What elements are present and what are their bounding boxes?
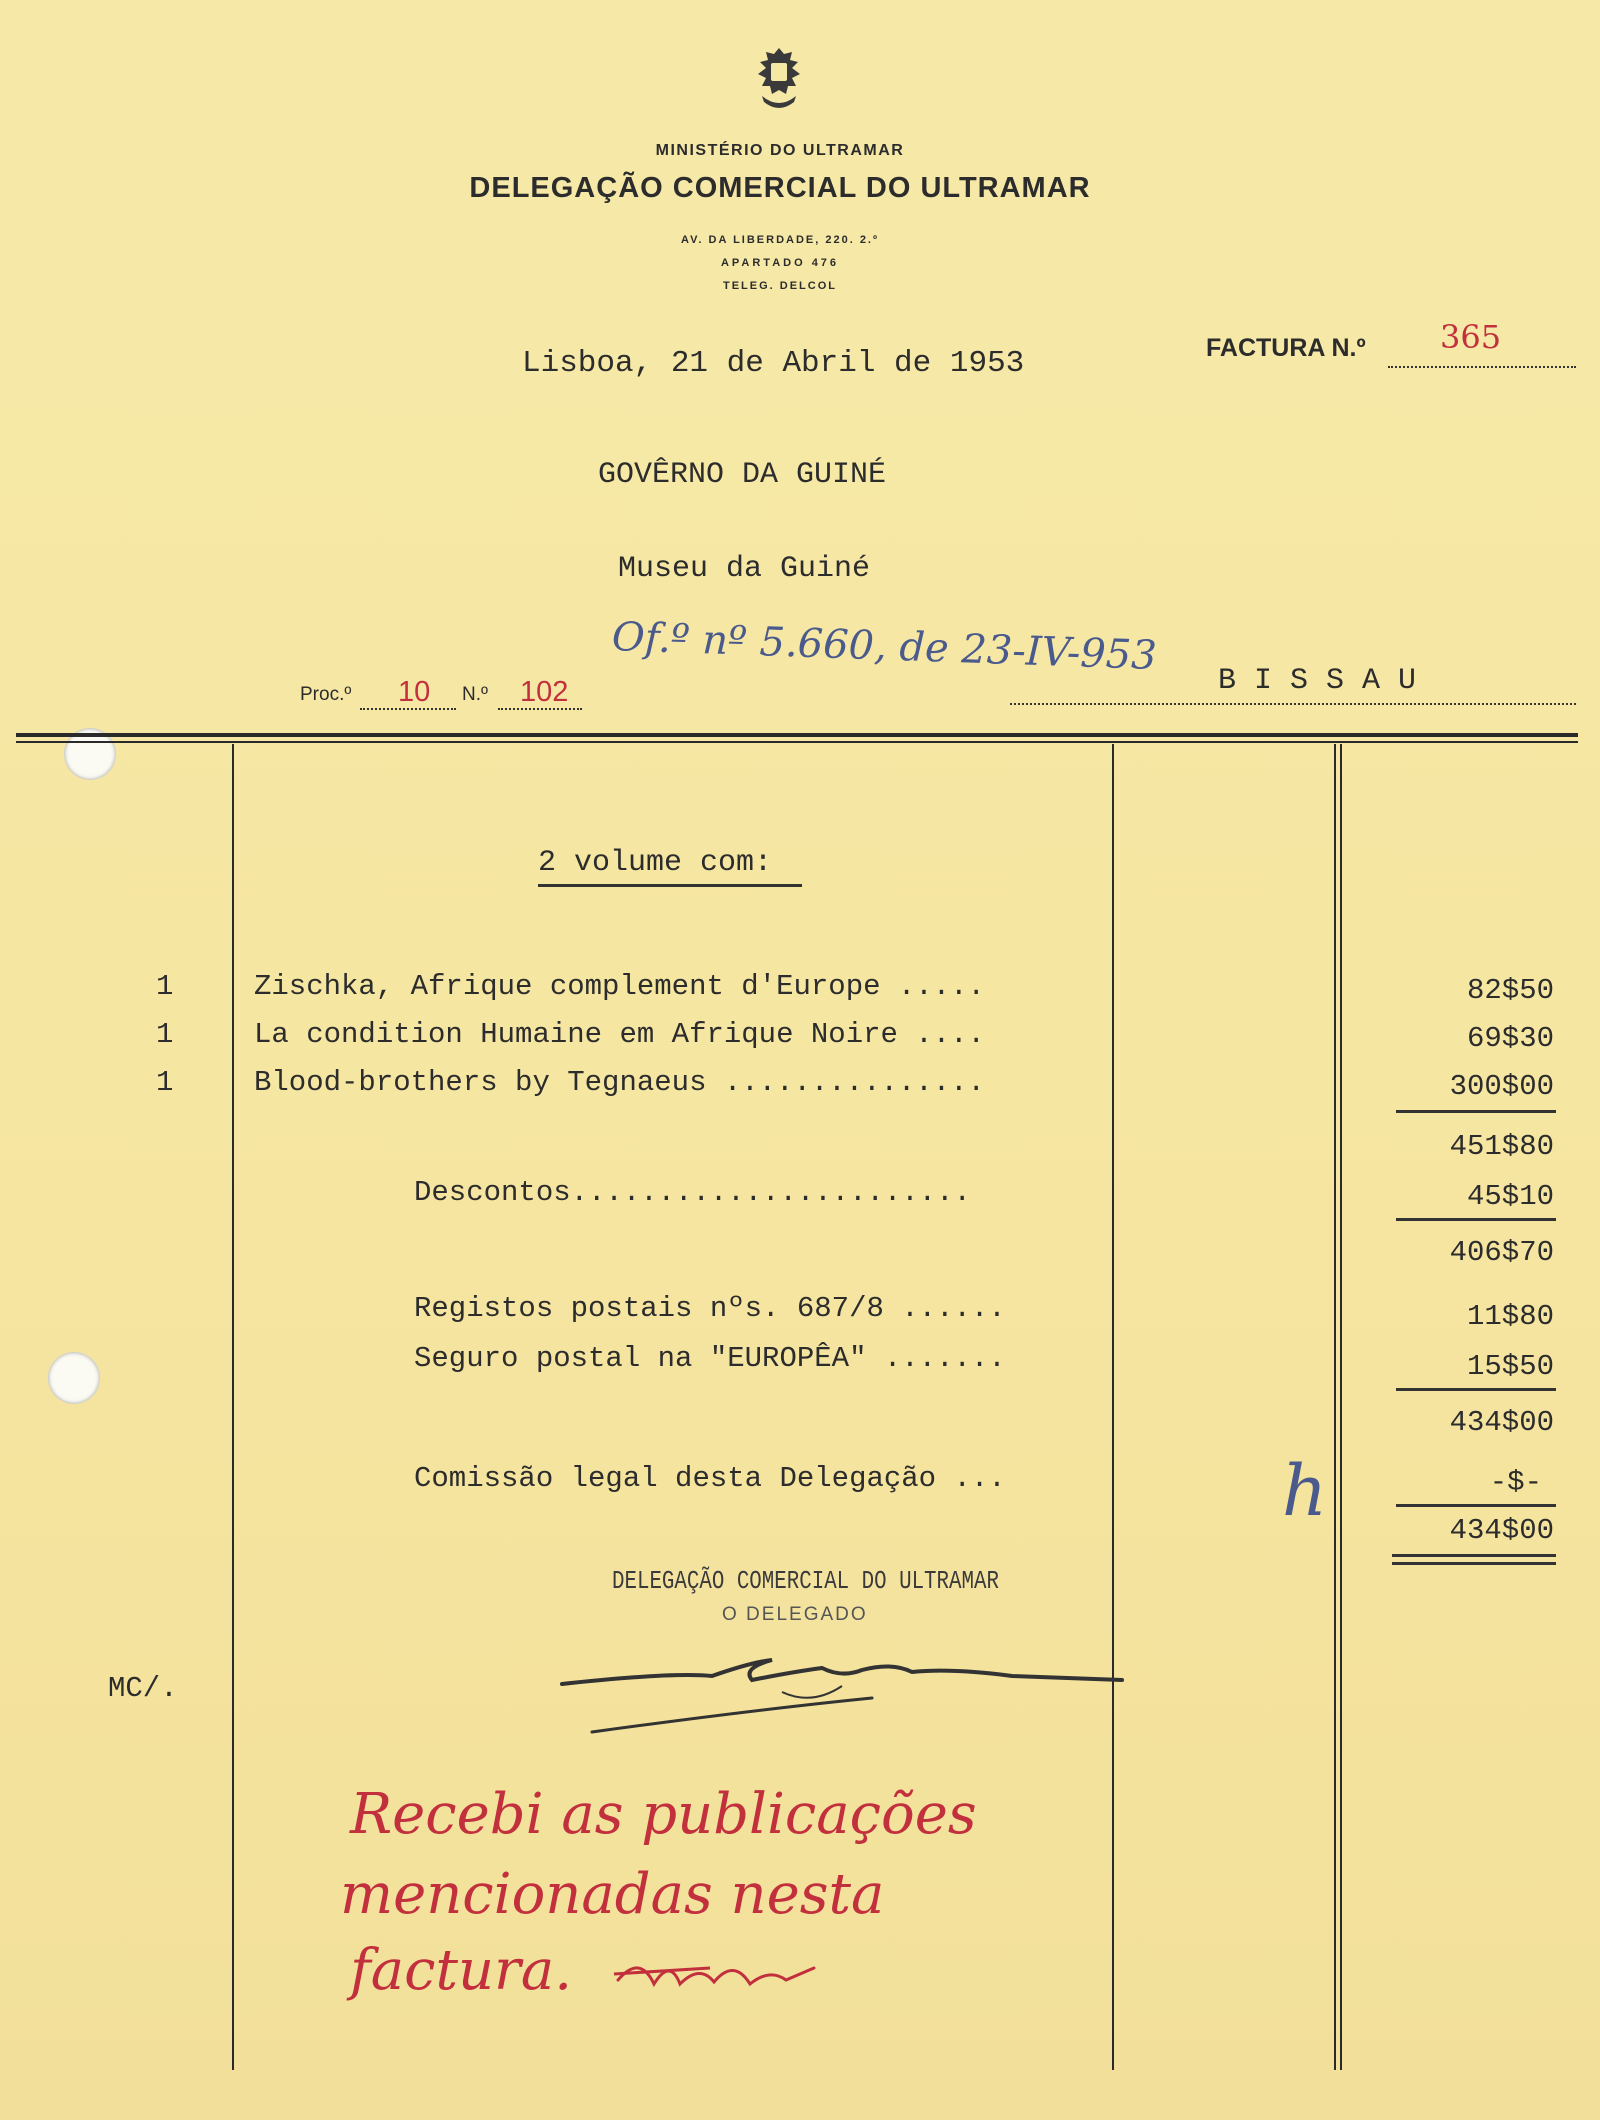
process-n-label: N.º (462, 684, 488, 705)
grand-total-rule-2 (1392, 1562, 1556, 1565)
discounts-label: Descontos....................... (414, 1176, 971, 1209)
initials-mark: h (1282, 1450, 1328, 1532)
stamp-office-name: DELEGAÇÃO COMERCIAL DO ULTRAMAR (612, 1566, 999, 1596)
handwritten-reference: Of.º nº 5.660, de 23-IV-953 (611, 614, 1158, 680)
process-n-value: 102 (520, 676, 569, 708)
commission-label: Comissão legal desta Delegação ... (414, 1462, 1006, 1495)
city-line (1010, 703, 1576, 705)
insurance-label: Seguro postal na "EUROPÊA" ....... (414, 1342, 1006, 1375)
grand-total: 434$00 (1449, 1514, 1554, 1547)
commission-amount: -$- (1489, 1466, 1542, 1499)
invoice-label: FACTURA N.º (1206, 334, 1366, 362)
after-discount-total: 406$70 (1449, 1236, 1554, 1269)
grand-total-rule-1 (1392, 1554, 1556, 1557)
coat-of-arms-icon (748, 44, 810, 116)
discount-rule (1396, 1218, 1556, 1221)
insurance-rule (1396, 1388, 1556, 1391)
invoice-number: 365 (1440, 318, 1502, 356)
items-total-rule (1396, 1110, 1556, 1113)
typist-reference: MC/. (108, 1672, 178, 1705)
process-label: Proc.º (300, 684, 352, 705)
postal-registration-label: Registos postais nºs. 687/8 ...... (414, 1292, 1006, 1325)
item-2-description: La condition Humaine em Afrique Noire .... (254, 1018, 985, 1051)
ministry-name: MINISTÉRIO DO ULTRAMAR (655, 142, 905, 159)
item-2-amount: 69$30 (1466, 1022, 1554, 1055)
subtotal-2: 434$00 (1449, 1406, 1554, 1439)
item-1-amount: 82$50 (1466, 974, 1554, 1007)
receipt-note-line-1: Recebi as publicações (350, 1782, 977, 1847)
amount-column-divider-3 (1340, 744, 1342, 2070)
discounts-amount: 45$10 (1466, 1180, 1554, 1213)
recipient-institution: Museu da Guiné (618, 552, 871, 586)
amount-column-divider (1112, 744, 1114, 2070)
insurance-amount: 15$50 (1466, 1350, 1554, 1383)
signature-scribble (552, 1632, 1132, 1742)
office-po-box: APARTADO 476 (720, 257, 840, 269)
postal-registration-amount: 11$80 (1466, 1300, 1554, 1333)
item-3-amount: 300$00 (1449, 1070, 1554, 1103)
recipient-city: B I S S A U (1218, 664, 1417, 698)
office-address: AV. DA LIBERDADE, 220. 2.º (680, 234, 880, 246)
item-3-description: Blood-brothers by Tegnaeus ............... (254, 1066, 985, 1099)
recipient-government: GOVÊRNO DA GUINÉ (598, 458, 887, 492)
process-value: 10 (398, 676, 431, 708)
office-name: DELEGAÇÃO COMERCIAL DO ULTRAMAR (469, 172, 1091, 204)
item-3-qty: 1 (156, 1066, 174, 1099)
qty-column-divider (232, 744, 234, 2070)
punch-hole-bottom (48, 1352, 100, 1404)
item-2-qty: 1 (156, 1018, 174, 1051)
item-1-qty: 1 (156, 970, 174, 1003)
amount-column-divider-2 (1334, 744, 1336, 2070)
stamp-delegate-title: O DELEGADO (722, 1604, 868, 1625)
commission-rule (1396, 1504, 1556, 1507)
receipt-note-line-3: factura. (350, 1938, 573, 2003)
invoice-number-line (1388, 366, 1576, 368)
table-heading-underline (538, 884, 802, 887)
table-top-rule (16, 733, 1578, 737)
office-telegraph: TELEG. DELCOL (723, 280, 837, 292)
item-1-description: Zischka, Afrique complement d'Europe ..... (254, 970, 985, 1003)
table-heading: 2 volume com: (538, 846, 773, 880)
subtotal: 451$80 (1449, 1130, 1554, 1163)
table-top-rule-inner (16, 741, 1578, 743)
receipt-initials-scribble (610, 1944, 820, 2004)
receipt-note-line-2: mencionadas nesta (340, 1862, 885, 1927)
place-date: Lisboa, 21 de Abril de 1953 (522, 346, 1025, 381)
